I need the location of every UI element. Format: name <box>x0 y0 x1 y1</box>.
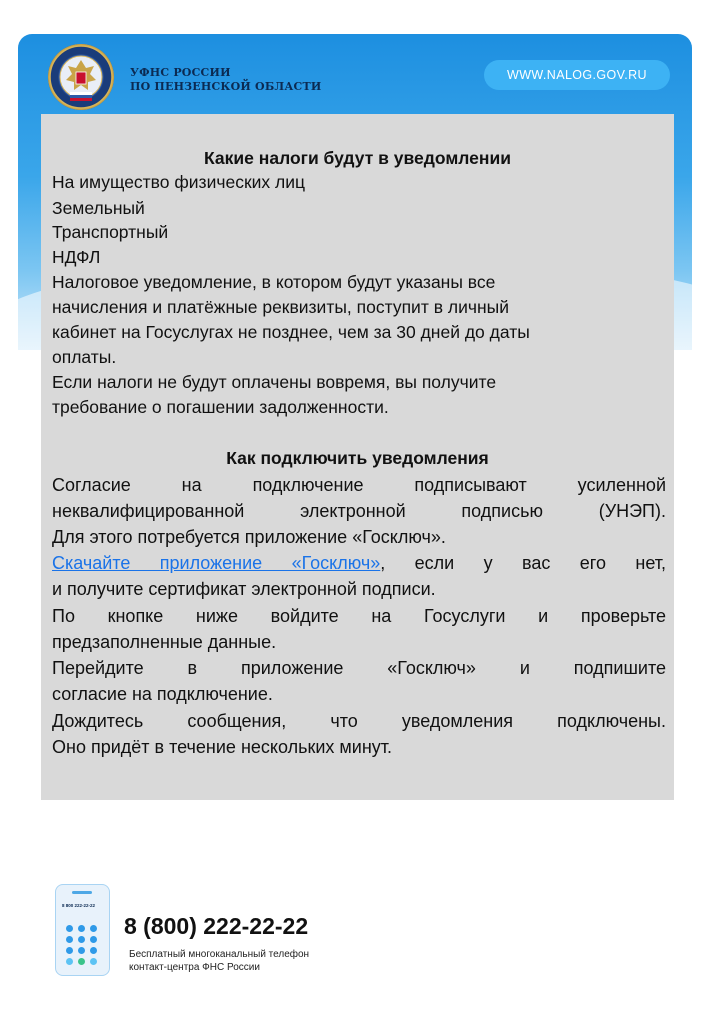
gosklyuch-download-link[interactable]: Скачайте приложение «Госключ» <box>52 553 381 573</box>
text-line: НДФЛ <box>52 247 101 267</box>
section-title-connect: Как подключить уведомления <box>226 448 489 468</box>
text-line: предзаполненные данные. <box>52 632 277 652</box>
phone-notch <box>72 891 92 894</box>
text-line: Перейдите в приложение «Госключ» и подпишите <box>52 658 666 678</box>
text-line: Согласие на подключение подписывают усиленной <box>52 475 666 495</box>
text-line: На имущество физических лиц <box>52 172 306 192</box>
text-line: Для этого потребуется приложение «Госключ». <box>52 527 446 547</box>
text-line: По кнопке ниже войдите на Госуслуги и проверьте <box>52 606 666 626</box>
text-line: Оно придёт в течение нескольких минут. <box>52 737 393 757</box>
caption-line2: контакт-центра ФНС России <box>129 962 260 973</box>
text-line: кабинет на Госуслугах не позднее, чем за 30 дней до даты <box>52 322 530 342</box>
website-label: WWW.NALOG.GOV.RU <box>507 68 647 82</box>
website-link-button[interactable] <box>484 60 670 90</box>
text-line: Налоговое уведомление, в котором будут указаны все <box>52 272 496 292</box>
text-line: неквалифицированной электронной подписью (УНЭП). <box>52 501 666 521</box>
org-name-line1: УФНС РОССИИ <box>130 66 231 79</box>
text-line: начисления и платёжные реквизиты, поступит в личный <box>52 297 509 317</box>
hotline-phone-number[interactable]: 8 (800) 222-22-22 <box>124 913 309 939</box>
text-line: и получите сертификат электронной подписи. <box>52 579 436 599</box>
phone-screen-number: 8 800 222-22-22 <box>62 903 96 908</box>
text-line: Если налоги не будут оплачены вовремя, вы получите <box>52 372 497 392</box>
text-fragment: , если у вас его нет, <box>380 553 666 573</box>
text-line: Транспортный <box>52 222 169 242</box>
hotline-caption <box>129 948 309 974</box>
text-line: требование о погашении задолженности. <box>52 397 389 417</box>
fns-emblem-logo <box>48 44 114 110</box>
text-line: оплаты. <box>52 347 117 367</box>
org-name-line2: ПО ПЕНЗЕНСКОЙ ОБЛАСТИ <box>130 80 322 93</box>
text-line: Дождитесь сообщения, что уведомления подключены. <box>52 711 666 731</box>
phone-icon <box>55 884 110 976</box>
text-line: Земельный <box>52 198 145 218</box>
org-name <box>130 66 321 94</box>
content-card <box>41 114 674 800</box>
text-line: согласие на подключение. <box>52 684 273 704</box>
keypad-icon <box>66 925 102 965</box>
section-title-taxes: Какие налоги будут в уведомлении <box>204 148 511 168</box>
caption-line1: Бесплатный многоканальный телефон <box>129 949 310 960</box>
text-line-with-link <box>52 553 666 574</box>
